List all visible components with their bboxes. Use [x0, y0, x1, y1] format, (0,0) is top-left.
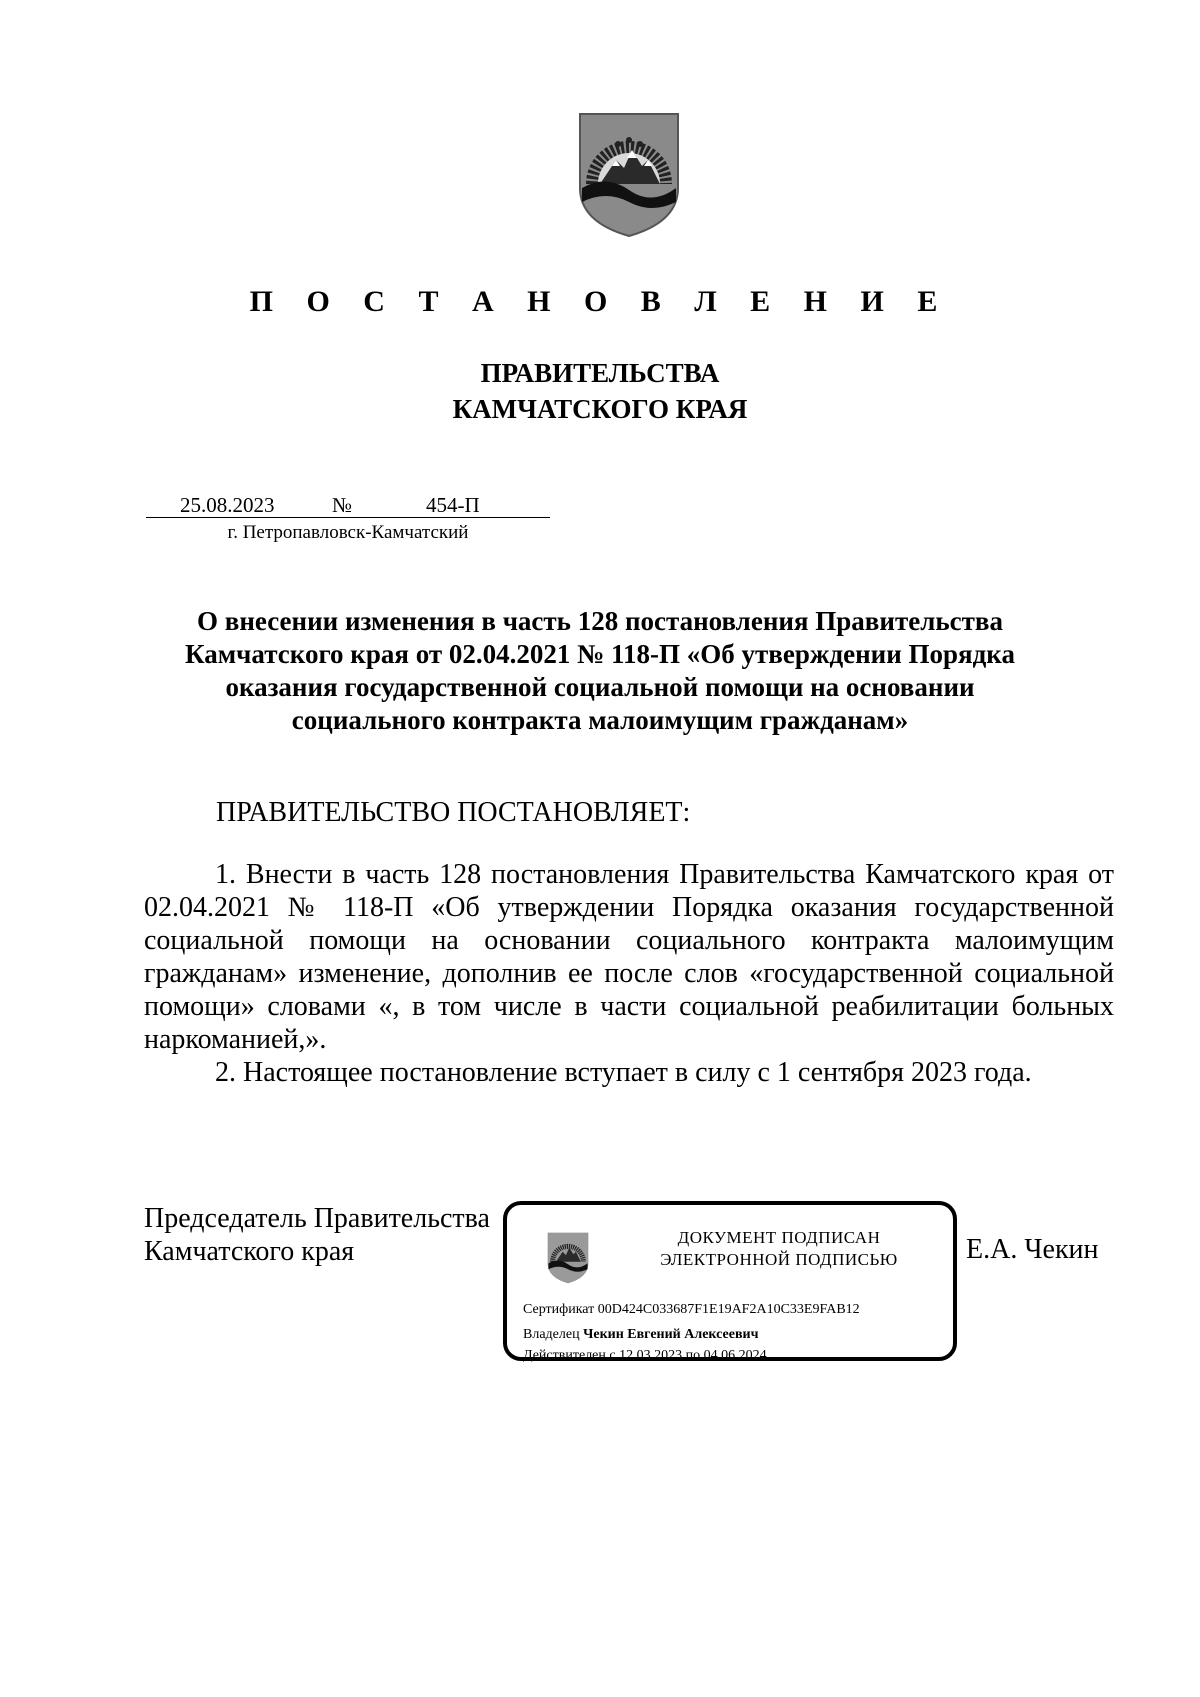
stamp-heading — [619, 1227, 939, 1271]
paragraph-2: 2. Настоящее постановление вступает в силу с 1 сентября 2023 года. — [215, 1057, 1032, 1088]
issuing-authority — [0, 355, 1200, 427]
signer-name: Е.А. Чекин — [966, 1234, 1099, 1265]
owner-value: Чекин Евгений Алексеевич — [583, 1327, 759, 1342]
stamp-emblem-icon — [545, 1231, 591, 1285]
document-title: П О С Т А Н О В Л Е Н И Е — [249, 285, 951, 318]
owner-label: Владелец — [523, 1327, 580, 1342]
stamp-heading-line-1: ДОКУМЕНТ ПОДПИСАН — [677, 1228, 881, 1247]
validity-line — [523, 1347, 767, 1365]
authority-line-2: КАМЧАТСКОГО КРАЯ — [452, 394, 748, 424]
certificate-label: Сертификат — [523, 1302, 595, 1317]
date-number-line — [146, 492, 550, 518]
stamp-heading-line-2: ЭЛЕКТРОННОЙ ПОДПИСЬЮ — [660, 1250, 898, 1269]
document-date: 25.08.2023 — [180, 493, 275, 517]
valid-to: 04.06.2024 — [703, 1348, 767, 1363]
electronic-signature-stamp — [503, 1201, 957, 1361]
decree-heading: ПРАВИТЕЛЬСТВО ПОСТАНОВЛЯЕТ: — [216, 797, 691, 828]
number-sign: № — [332, 493, 353, 517]
certificate-line — [523, 1301, 860, 1319]
valid-to-label: по — [685, 1348, 701, 1363]
certificate-value: 00D424C033687F1E19AF2A10C33E9FAB12 — [597, 1302, 860, 1317]
position-line-2: Камчатского края — [144, 1236, 355, 1267]
position-line-1: Председатель Правительства — [144, 1203, 490, 1234]
document-number: 454-П — [426, 493, 480, 517]
valid-from: 12.03.2023 — [619, 1348, 683, 1363]
authority-line-1: ПРАВИТЕЛЬСТВА — [480, 358, 720, 388]
signatory-position — [144, 1202, 490, 1268]
city: г. Петропавловск-Камчатский — [227, 522, 469, 543]
owner-line — [523, 1326, 758, 1344]
document-subject: О внесении изменения в часть 128 постановления Правительства Камчатского края от 02.04.2021 № 118-П «Об утверждении Порядка оказания государственной социальной помощи на основании социального контракта малоимущим гражданам» — [185, 606, 1015, 735]
paragraph-1: 1. Внести в часть 128 постановления Правительства Камчатского края от 02.04.2021 № 118-П «Об утверждении Порядка оказания государственной социальной помощи на основании социального контракта малоимущим гражданам» изменение, дополнив ее после слов «государственной социальной помощи» словами «, в том числе в части социальной реабилитации больных наркоманией,». — [144, 859, 1114, 1055]
document-body — [144, 858, 1114, 1089]
coat-of-arms-icon — [576, 110, 682, 240]
valid-label: Действителен с — [523, 1348, 616, 1363]
